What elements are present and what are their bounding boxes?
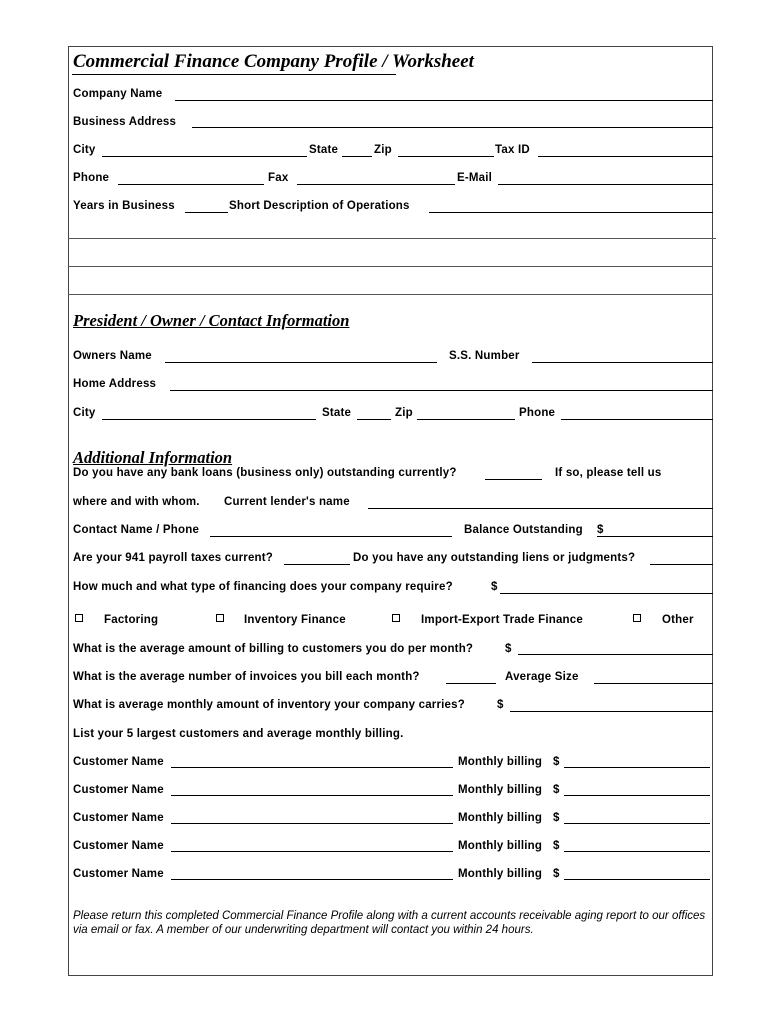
years-in-business-field[interactable] bbox=[185, 212, 228, 213]
monthly-billing-field[interactable] bbox=[564, 767, 710, 768]
other-label: Other bbox=[662, 614, 694, 626]
average-size-field[interactable] bbox=[594, 683, 713, 684]
description-line-2[interactable] bbox=[68, 238, 716, 239]
section-divider bbox=[68, 294, 713, 295]
email-field[interactable] bbox=[498, 184, 713, 185]
customer-name-label: Customer Name bbox=[73, 840, 164, 852]
form-title: Commercial Finance Company Profile / Worksheet bbox=[73, 51, 474, 72]
fax-field[interactable] bbox=[297, 184, 455, 185]
contact-name-phone-label: Contact Name / Phone bbox=[73, 524, 200, 536]
billing-dollar-sign: $ bbox=[505, 643, 512, 655]
monthly-billing-dollar: $ bbox=[553, 868, 560, 880]
monthly-billing-dollar: $ bbox=[553, 784, 560, 796]
city-field[interactable] bbox=[102, 156, 307, 157]
owner-phone-label: Phone bbox=[519, 407, 556, 419]
monthly-billing-dollar: $ bbox=[553, 840, 560, 852]
customer-name-field[interactable] bbox=[171, 851, 453, 852]
where-whom-label: where and with whom. bbox=[73, 496, 200, 508]
state-label: State bbox=[309, 144, 339, 156]
monthly-billing-label: Monthly billing bbox=[458, 756, 543, 768]
liens-field[interactable] bbox=[650, 564, 713, 565]
owners-name-label: Owners Name bbox=[73, 350, 152, 362]
inventory-finance-label: Inventory Finance bbox=[244, 614, 346, 626]
inventory-question: What is average monthly amount of inventory your company carries? bbox=[73, 699, 465, 711]
balance-dollar-sign: $ bbox=[597, 524, 604, 536]
business-address-field[interactable] bbox=[192, 127, 713, 128]
owners-name-field[interactable] bbox=[165, 362, 437, 363]
inventory-field[interactable] bbox=[510, 711, 713, 712]
monthly-billing-field[interactable] bbox=[564, 823, 710, 824]
fax-label: Fax bbox=[268, 172, 289, 184]
current-lender-label: Current lender's name bbox=[224, 496, 350, 508]
customer-name-label: Customer Name bbox=[73, 756, 164, 768]
footer-note: Please return this completed Commercial Finance Profile along with a current accounts receivable aging report to our offices via email or fax. A member of our underwriting department will contact you within 24 hours. bbox=[73, 910, 706, 936]
years-in-business-label: Years in Business bbox=[73, 200, 175, 212]
financing-dollar-sign: $ bbox=[491, 581, 498, 593]
owner-phone-field[interactable] bbox=[561, 419, 713, 420]
ss-number-label: S.S. Number bbox=[449, 350, 520, 362]
monthly-billing-field[interactable] bbox=[564, 879, 710, 880]
customer-name-field[interactable] bbox=[171, 767, 453, 768]
owner-zip-label: Zip bbox=[395, 407, 413, 419]
invoices-question: What is the average number of invoices you bill each month? bbox=[73, 671, 420, 683]
owner-section-heading: President / Owner / Contact Information bbox=[73, 311, 350, 330]
financing-field[interactable] bbox=[500, 593, 713, 594]
invoices-field[interactable] bbox=[446, 683, 496, 684]
monthly-billing-label: Monthly billing bbox=[458, 812, 543, 824]
bank-loans-question: Do you have any bank loans (business only) outstanding currently? bbox=[73, 467, 457, 479]
liens-question: Do you have any outstanding liens or judgments? bbox=[353, 552, 636, 564]
customer-name-field[interactable] bbox=[171, 879, 453, 880]
company-name-field[interactable] bbox=[175, 100, 713, 101]
factoring-checkbox[interactable] bbox=[75, 614, 83, 622]
short-description-label: Short Description of Operations bbox=[229, 200, 410, 212]
zip-label: Zip bbox=[374, 144, 392, 156]
owner-zip-field[interactable] bbox=[417, 419, 515, 420]
balance-outstanding-label: Balance Outstanding bbox=[464, 524, 583, 536]
current-lender-field[interactable] bbox=[368, 508, 713, 509]
zip-field[interactable] bbox=[398, 156, 494, 157]
list-customers-label: List your 5 largest customers and average monthly billing. bbox=[73, 728, 404, 740]
payroll-field[interactable] bbox=[284, 564, 350, 565]
customer-name-field[interactable] bbox=[171, 823, 453, 824]
owner-city-label: City bbox=[73, 407, 96, 419]
monthly-billing-dollar: $ bbox=[553, 756, 560, 768]
monthly-billing-dollar: $ bbox=[553, 812, 560, 824]
monthly-billing-label: Monthly billing bbox=[458, 868, 543, 880]
contact-name-phone-field[interactable] bbox=[210, 536, 452, 537]
monthly-billing-label: Monthly billing bbox=[458, 784, 543, 796]
monthly-billing-field[interactable] bbox=[564, 795, 710, 796]
company-name-label: Company Name bbox=[73, 88, 163, 100]
owner-state-field[interactable] bbox=[357, 419, 391, 420]
balance-outstanding-field[interactable] bbox=[597, 536, 713, 537]
business-address-label: Business Address bbox=[73, 116, 177, 128]
import-export-label: Import-Export Trade Finance bbox=[421, 614, 583, 626]
city-label: City bbox=[73, 144, 96, 156]
customer-name-label: Customer Name bbox=[73, 784, 164, 796]
description-line-3[interactable] bbox=[68, 266, 713, 267]
financing-question: How much and what type of financing does your company require? bbox=[73, 581, 453, 593]
home-address-field[interactable] bbox=[170, 390, 713, 391]
owner-state-label: State bbox=[322, 407, 352, 419]
customer-name-label: Customer Name bbox=[73, 812, 164, 824]
billing-question: What is the average amount of billing to customers you do per month? bbox=[73, 643, 474, 655]
tax-id-field[interactable] bbox=[538, 156, 713, 157]
if-so-label: If so, please tell us bbox=[555, 467, 662, 479]
inventory-dollar-sign: $ bbox=[497, 699, 504, 711]
form-frame bbox=[68, 46, 713, 976]
monthly-billing-label: Monthly billing bbox=[458, 840, 543, 852]
additional-section-heading: Additional Information bbox=[73, 448, 233, 467]
state-field[interactable] bbox=[342, 156, 372, 157]
customer-name-label: Customer Name bbox=[73, 868, 164, 880]
owner-city-field[interactable] bbox=[102, 419, 316, 420]
short-description-field[interactable] bbox=[429, 212, 713, 213]
monthly-billing-field[interactable] bbox=[564, 851, 710, 852]
phone-field[interactable] bbox=[118, 184, 264, 185]
bank-loans-field[interactable] bbox=[485, 479, 542, 480]
import-export-checkbox[interactable] bbox=[392, 614, 400, 622]
inventory-finance-checkbox[interactable] bbox=[216, 614, 224, 622]
average-size-label: Average Size bbox=[505, 671, 579, 683]
factoring-label: Factoring bbox=[104, 614, 159, 626]
tax-id-label: Tax ID bbox=[495, 144, 530, 156]
billing-field[interactable] bbox=[518, 654, 713, 655]
title-underline bbox=[72, 74, 396, 75]
ss-number-field[interactable] bbox=[532, 362, 713, 363]
customer-name-field[interactable] bbox=[171, 795, 453, 796]
other-checkbox[interactable] bbox=[633, 614, 641, 622]
payroll-question: Are your 941 payroll taxes current? bbox=[73, 552, 274, 564]
email-label: E-Mail bbox=[457, 172, 493, 184]
home-address-label: Home Address bbox=[73, 378, 157, 390]
phone-label: Phone bbox=[73, 172, 110, 184]
